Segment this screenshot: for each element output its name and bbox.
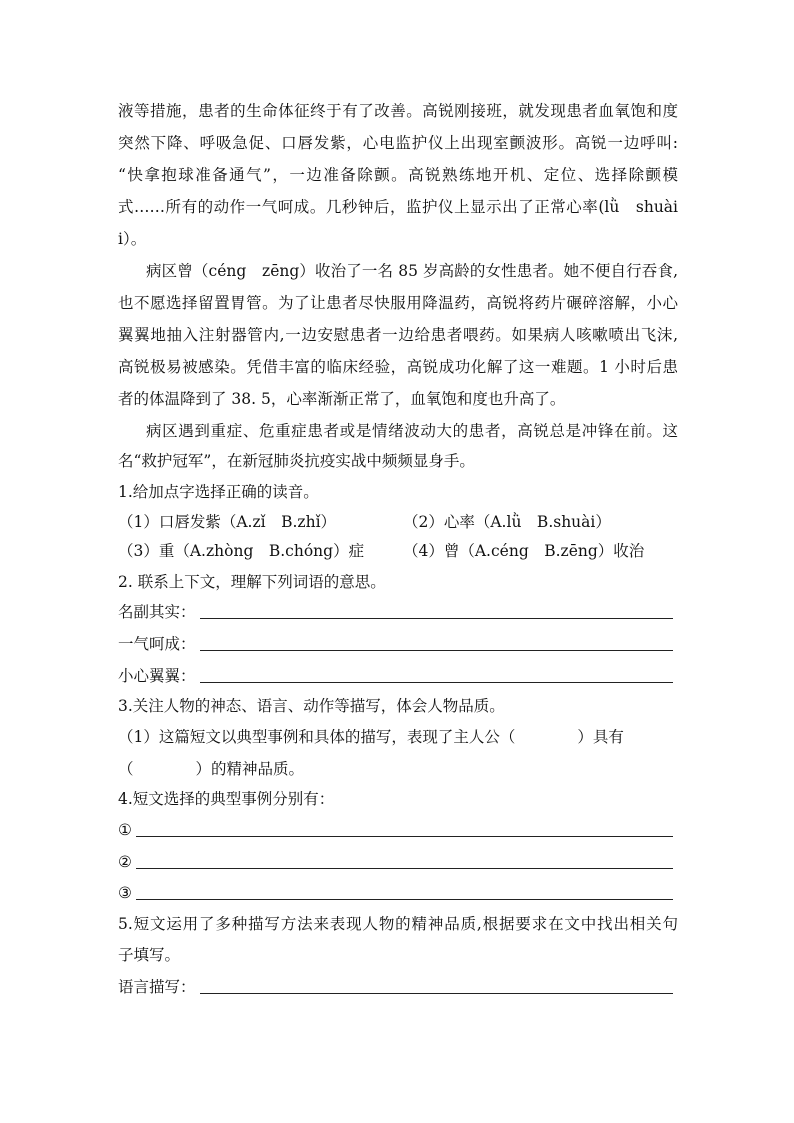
question-5-title: 子填写。	[118, 946, 181, 964]
question-3-text: （ ）的精神品质。	[118, 760, 305, 778]
term-label: 小心翼翼：	[118, 667, 196, 685]
passage-line: 液等措施，患者的生命体征终于有了改善。高锐刚接班，就发现患者血氧饱和度	[118, 102, 678, 120]
passage-line: 翼翼地抽入注射器管内,一边安慰患者一边给患者喂药。如果病人咳嗽喷出飞沫,	[118, 326, 678, 344]
passage-line: 突然下降、呼吸急促、口唇发紫，心电监护仪上出现室颤波形。高锐一边呼叫:	[118, 134, 678, 152]
answer-row	[118, 975, 673, 997]
answer-row	[118, 664, 673, 686]
question-1-option: （2）心率（A.lǜ B.shuài）	[403, 513, 611, 531]
question-4-title: 4.短文选择的典型事例分别有：	[118, 790, 335, 808]
passage-line: 病区曾（céng zēng）收治了一名 85 岁高龄的女性患者。她不便自行吞食,	[146, 262, 678, 280]
question-2-title: 2. 联系上下文，理解下列词语的意思。	[118, 573, 386, 591]
passage-line: 高锐极易被感染。凭借丰富的临床经验，高锐成功化解了这一难题。1 小时后患	[118, 358, 678, 376]
question-1-option: （4）曾（A.céng B.zēng）收治	[403, 542, 645, 560]
passage-line: 也不愿选择留置胃管。为了让患者尽快服用降温药，高锐将药片碾碎溶解，小心	[118, 294, 678, 312]
answer-line[interactable]	[200, 649, 673, 651]
question-1-option: （3）重（A.zhòng B.chóng）症	[118, 542, 365, 560]
answer-row	[118, 632, 673, 654]
question-1-title: 1.给加点字选择正确的读音。	[118, 483, 319, 501]
answer-row	[118, 818, 673, 840]
answer-line[interactable]	[200, 992, 673, 994]
answer-line[interactable]	[200, 617, 673, 619]
question-1-option: （1）口唇发紫（A.zǐ B.zhǐ）	[118, 513, 337, 531]
item-marker: ③	[118, 884, 132, 902]
passage-line: “快拿抱球准备通气”，一边准备除颤。高锐熟练地开机、定位、选择除颤模	[118, 166, 678, 184]
answer-row	[118, 600, 673, 622]
passage-line: 名“救护冠军”，在新冠肺炎抗疫实战中频频显身手。	[118, 452, 475, 470]
term-label: 名副其实：	[118, 603, 196, 621]
answer-line[interactable]	[136, 867, 673, 869]
question-3-title: 3.关注人物的神态、语言、动作等描写，体会人物品质。	[118, 697, 505, 715]
question-5-title: 5.短文运用了多种描写方法来表现人物的精神品质,根据要求在文中找出相关句	[118, 915, 678, 933]
passage-line: 者的体温降到了 38. 5，心率渐渐正常了，血氧饱和度也升高了。	[118, 390, 566, 408]
passage-line: 式……所有的动作一气呵成。几秒钟后，监护仪上显示出了正常心率(lǜ shuài	[118, 198, 678, 216]
term-label: 语言描写：	[118, 978, 196, 996]
answer-row	[118, 881, 673, 903]
question-3-text: （1）这篇短文以典型事例和具体的描写，表现了主人公（ ）具有	[118, 728, 624, 746]
item-marker: ②	[118, 853, 132, 871]
answer-line[interactable]	[200, 681, 673, 683]
answer-row	[118, 850, 673, 872]
passage-line: i）。	[118, 230, 147, 248]
answer-line[interactable]	[136, 898, 673, 900]
term-label: 一气呵成：	[118, 635, 196, 653]
answer-line[interactable]	[136, 835, 673, 837]
passage-line: 病区遇到重症、危重症患者或是情绪波动大的患者，高锐总是冲锋在前。这	[146, 422, 678, 440]
item-marker: ①	[118, 821, 132, 839]
